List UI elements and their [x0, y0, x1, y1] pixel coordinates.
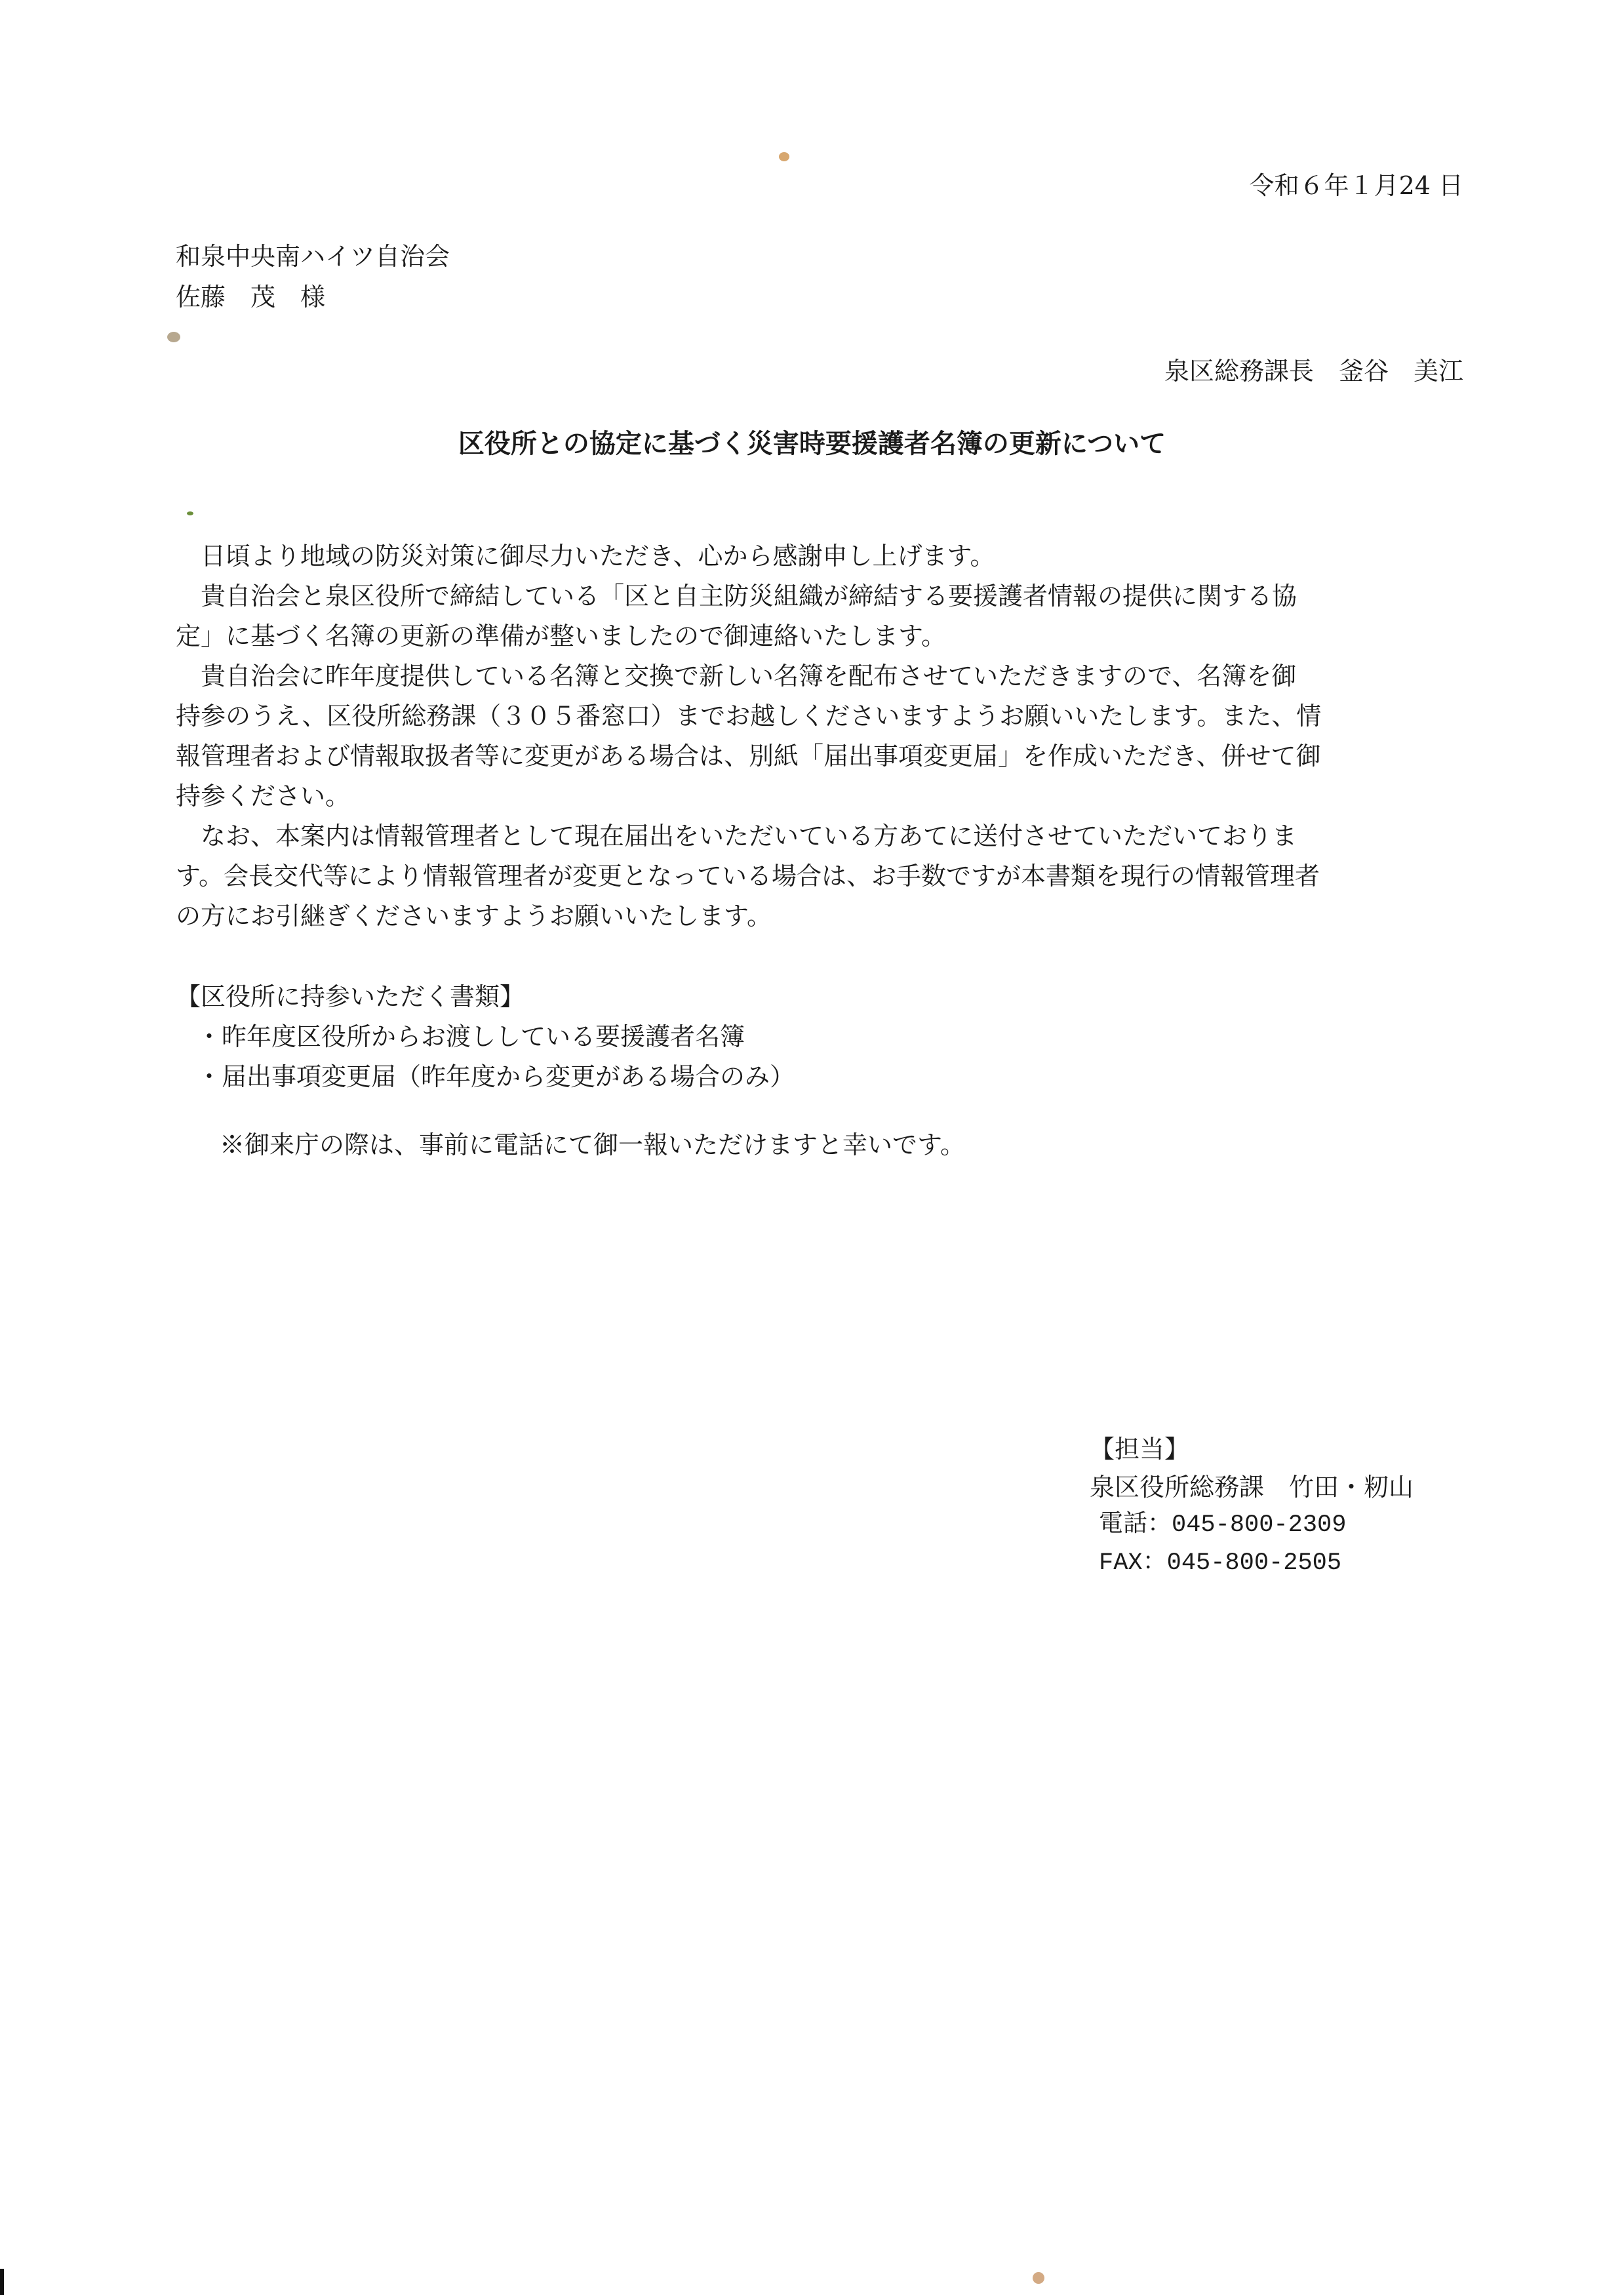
body-line: 報管理者および情報取扱者等に変更がある場合は、別紙「届出事項変更届」を作成いただき、併せて御: [176, 742, 1321, 770]
documents-section: [176, 977, 795, 1097]
body-line: の方にお引継ぎくださいますようお願いいたします。: [176, 902, 772, 930]
body-line: 日頃より地域の防災対策に御尽力いただき、心から感謝申し上げます。: [176, 542, 995, 570]
body-line: 持参のうえ、区役所総務課（３０５番窓口）までお越しくださいますようお願いいたします。また、情: [176, 702, 1322, 730]
addressee-block: [176, 236, 450, 317]
contact-heading: 【担当】: [1090, 1435, 1190, 1464]
body-line: なお、本案内は情報管理者として現在届出をいただいている方あてに送付させていただいておりま: [176, 822, 1297, 850]
letter-body: [176, 536, 1471, 936]
documents-item: ・昨年度区役所からお渡ししている要援護者名簿: [197, 1022, 745, 1051]
contact-block: [1090, 1430, 1414, 1582]
contact-department: 泉区役所総務課 竹田・籾山: [1090, 1473, 1414, 1502]
letter-date: 令和６年１月24 日: [1249, 171, 1463, 200]
body-line: す。会長交代等により情報管理者が変更となっている場合は、お手数ですが本書類を現行の情報管理者: [176, 862, 1320, 890]
documents-item: ・届出事項変更届（昨年度から変更がある場合のみ）: [197, 1062, 795, 1091]
letter-title: 区役所との協定に基づく災害時要援護者名簿の更新について: [458, 429, 1166, 459]
contact-phone: 電話：045-800-2309: [1099, 1511, 1347, 1539]
paper-speck: [167, 332, 180, 342]
body-line: 持参ください。: [176, 782, 351, 810]
scan-edge-mark: [0, 2269, 4, 2295]
paper-speck: [1033, 2272, 1044, 2284]
addressee-name: 佐藤 茂 様: [176, 283, 326, 311]
sender-line: 泉区総務課長 釜谷 美江: [1164, 357, 1463, 386]
addressee-organization: 和泉中央南ハイツ自治会: [176, 242, 450, 271]
body-line: 貴自治会と泉区役所で締結している「区と自主防災組織が締結する要援護者情報の提供に関する協: [176, 582, 1297, 610]
contact-fax: FAX：045-800-2505: [1099, 1549, 1342, 1577]
paper-speck: [187, 511, 193, 515]
body-line: 定」に基づく名簿の更新の準備が整いましたので御連絡いたします。: [176, 622, 946, 650]
paper-speck: [779, 152, 789, 161]
body-line: 貴自治会に昨年度提供している名簿と交換で新しい名簿を配布させていただきますので、名簿を御: [176, 662, 1297, 690]
visit-note: ※御来庁の際は、事前に電話にて御一報いただけますと幸いです。: [220, 1130, 965, 1159]
documents-heading: 【区役所に持参いただく書類】: [176, 982, 525, 1011]
